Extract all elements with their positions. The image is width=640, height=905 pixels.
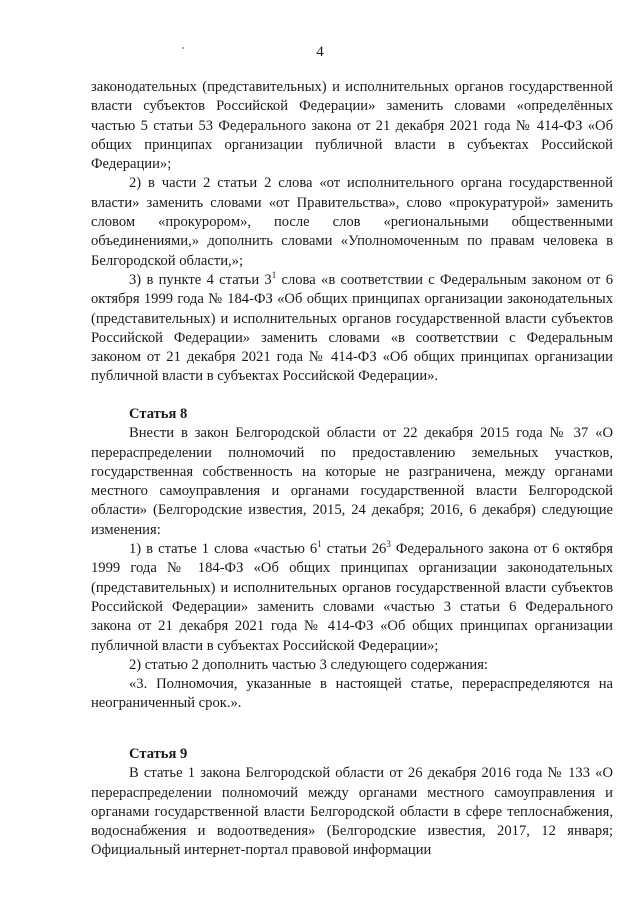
article-9-heading: Статья 9	[129, 746, 188, 762]
article-8-intro: Внести в закон Белгородской области от 22 декабря 2015 года № 37 «О перераспределении полномочий по предоставлению земельных участков, государственная собственность на которые не разграничена, между органами местного самоуправления и органами государственной власти Белгородской области» (Белгородские известия, 2015, 24 декабря; 2016, 6 декабря) следующие изменения:	[91, 425, 613, 538]
article-9-intro: В статье 1 закона Белгородской области от 26 декабря 2016 года № 133 «О перераспределении полномочий между органами местного самоуправления и органами государственной власти Белгородской области в сфере теплоснабжения, водоснабжения и водоотведения» (Белгородские известия, 2017, 12 января; Официальный интернет-портал правовой информации	[91, 765, 613, 859]
article-9-section	[91, 745, 613, 861]
article-8-quote: «3. Полномочия, указанные в настоящей статье, перераспределяются на неограниченный срок.».	[91, 676, 613, 712]
paragraph-item-2: 2) в части 2 статьи 2 слова «от исполнительного органа государственной власти» заменить словами «от Правительства», слово «прокуратурой» заменить словом «прокурором», после слов «региональными общественными объединениями,» дополнить словами «Уполномоченным по правам человека в Белгородской области,»;	[91, 175, 613, 269]
superscript: 3	[386, 539, 391, 550]
continued-article-text	[91, 78, 613, 387]
item-1-text-a: 1) в статье 1 слова «частью 6	[129, 541, 318, 558]
paragraph-continued: законодательных (представительных) и исполнительных органов государственной власти субъектов Российской Федерации» заменить словами «определённых частью 5 статьи 53 Федерального закона от 21 декабря 2021 года № 414-ФЗ «Об общих принципах организации публичной власти в субъектах Российской Федерации»;	[91, 79, 613, 173]
item-1-text-b: статьи 26	[321, 541, 387, 558]
paragraph-item-3	[91, 271, 613, 387]
article-8-section	[91, 405, 613, 714]
article-8-item-1	[91, 540, 613, 656]
superscript: 1	[271, 269, 277, 280]
item-3-text-end: слова «в соответствии с Федеральным законом от 6 октября 1999 года № 184-ФЗ «Об общих принципах организации законодательных (представительных) и исполнительных органов государственной власти субъектов Российской Федерации» заменить словами «в соответствии с Федеральным законом от 21 декабря 2021 года № 414-ФЗ «Об общих принципах организации публичной власти в субъектах Российской Федерации».	[91, 271, 613, 385]
item-1-text-c: Федерального закона от 6 октября 1999 года № 184-ФЗ «Об общих принципах организации законодательных (представительных) и исполнительных органов государственной власти субъектов Российской Федерации» заменить словами «частью 3 статьи 6 Федерального закона от 21 декабря 2021 года № 414-ФЗ «Об общих принципах организации публичной власти в субъектах Российской Федерации»;	[91, 541, 613, 654]
article-8-heading: Статья 8	[129, 406, 188, 422]
superscript: 1	[317, 539, 322, 550]
article-8-item-2: 2) статью 2 дополнить частью 3 следующего содержания:	[129, 656, 488, 673]
item-3-text-start: 3) в пункте 4 статьи 3	[129, 271, 272, 288]
page-number: 4	[316, 44, 324, 60]
